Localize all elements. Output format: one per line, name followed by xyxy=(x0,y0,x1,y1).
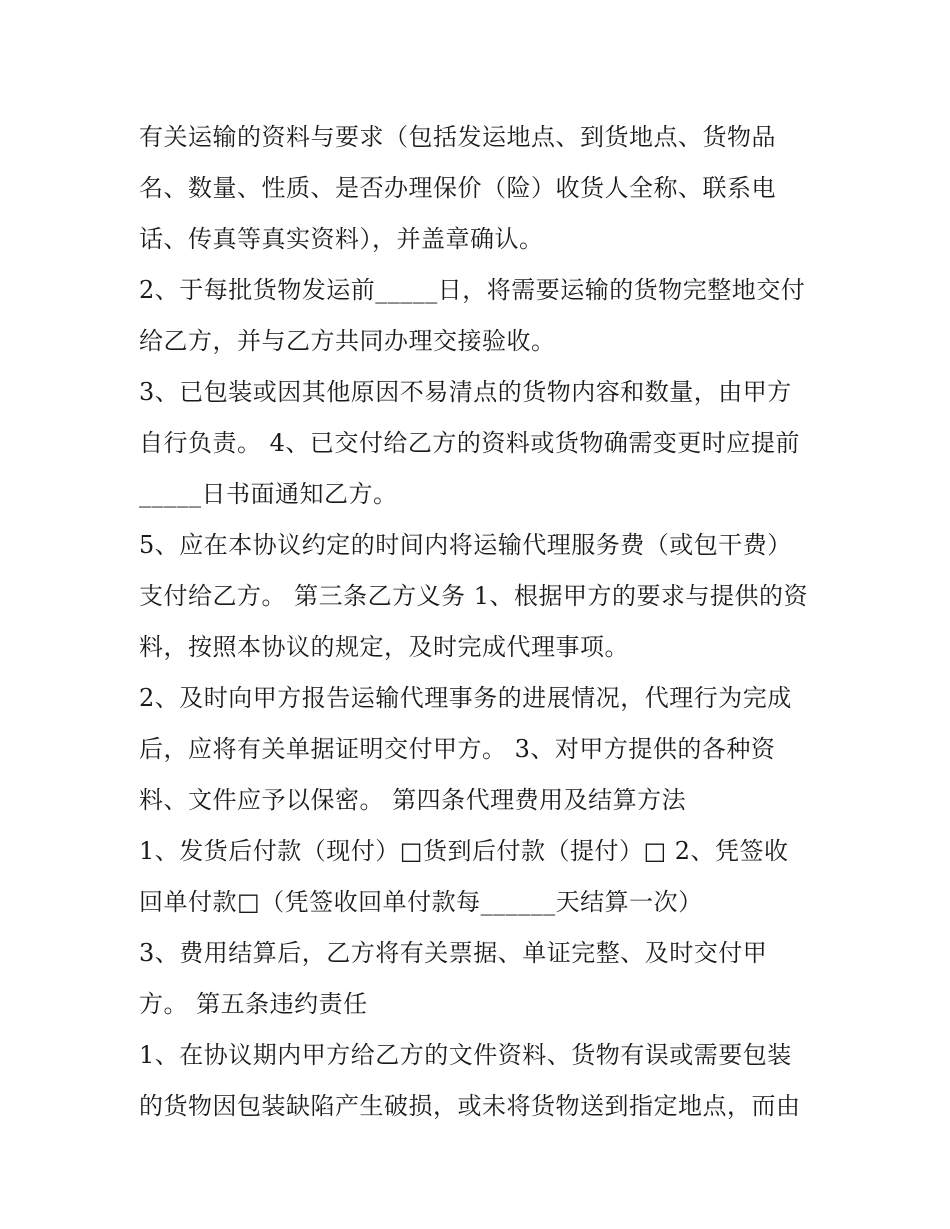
text-line: 给乙方，并与乙方共同办理交接验收。 xyxy=(139,327,556,355)
text-line: 3、已包装或因其他原因不易清点的货物内容和数量，由甲方 xyxy=(139,378,792,406)
text-line: 回单付款□（凭签收回单付款每______天结算一次） xyxy=(139,888,703,916)
text-line: 5、应在本协议约定的时间内将运输代理服务费（或包干费） xyxy=(139,531,792,559)
text-line: 2、及时向甲方报告运输代理事务的进展情况，代理行为完成 xyxy=(139,684,792,712)
text-line: 料、文件应予以保密。 第四条代理费用及结算方法 xyxy=(139,786,687,814)
text-line: 后，应将有关单据证明交付甲方。 3、对甲方提供的各种资 xyxy=(139,735,776,763)
text-line: 的货物因包装缺陷产生破损，或未将货物送到指定地点，而由 xyxy=(139,1092,801,1120)
document-body xyxy=(139,112,829,1132)
text-line: 1、发货后付款（现付）□货到后付款（提付）□ 2、凭签收 xyxy=(139,837,789,865)
text-line: 有关运输的资料与要求（包括发运地点、到货地点、货物品 xyxy=(139,123,776,151)
text-line: 1、在协议期内甲方给乙方的文件资料、货物有误或需要包装 xyxy=(139,1041,792,1069)
text-line: 料，按照本协议的规定，及时完成代理事项。 xyxy=(139,633,629,661)
text-line: 名、数量、性质、是否办理保价（险）收货人全称、联系电 xyxy=(139,174,776,202)
text-line: 支付给乙方。 第三条乙方义务 1、根据甲方的要求与提供的资 xyxy=(139,582,809,610)
text-line: 2、于每批货物发运前_____日，将需要运输的货物完整地交付 xyxy=(139,276,806,304)
text-line: _____日书面通知乙方。 xyxy=(139,480,398,508)
text-line: 话、传真等真实资料），并盖章确认。 xyxy=(139,225,544,253)
text-line: 方。 第五条违约责任 xyxy=(139,990,368,1018)
text-line: 3、费用结算后，乙方将有关票据、单证完整、及时交付甲 xyxy=(139,939,768,967)
text-line: 自行负责。 4、已交付给乙方的资料或货物确需变更时应提前 xyxy=(139,429,800,457)
